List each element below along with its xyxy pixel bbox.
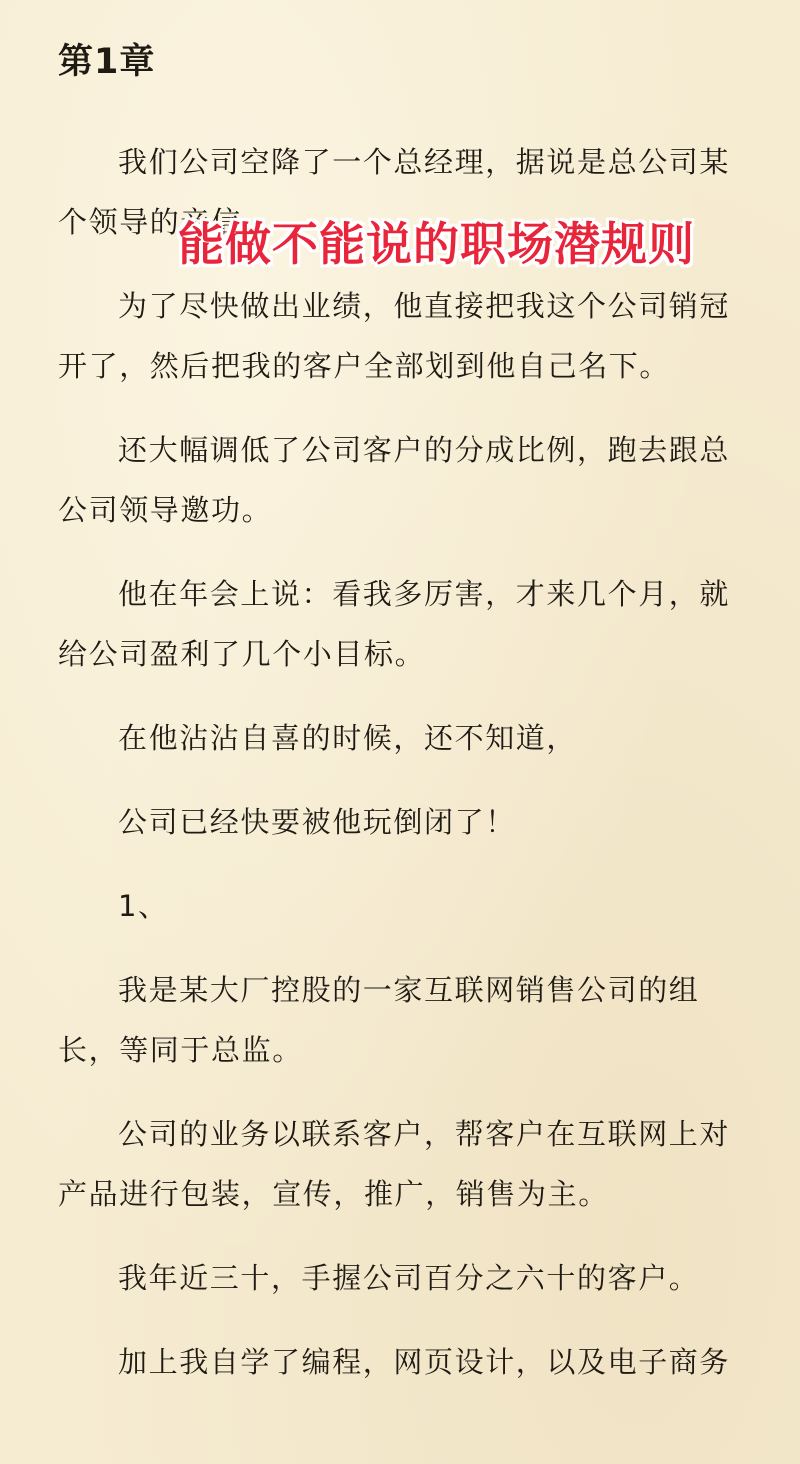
overlay-headline: 能做不能说的职场潜规则 bbox=[178, 217, 695, 271]
paragraph: 我年近三十，手握公司百分之六十的客户。 bbox=[118, 1261, 700, 1295]
paragraph: 为了尽快做出业绩，他直接把我这个公司销冠开了，然后把我的客户全部划到他自己名下。 bbox=[58, 289, 731, 383]
chapter-body bbox=[58, 132, 742, 1392]
paragraph: 在他沾沾自喜的时候，还不知道， bbox=[118, 721, 578, 755]
paragraph: 我们公司空降了一个总经理，据说是总公司某个领导的亲信。 bbox=[58, 145, 731, 239]
paragraph: 还大幅调低了公司客户的分成比例，跑去跟总公司领导邀功。 bbox=[58, 433, 731, 527]
paragraph: 公司的业务以联系客户，帮客户在互联网上对产品进行包装，宣传，推广，销售为主。 bbox=[58, 1117, 731, 1211]
paragraph: 1、 bbox=[118, 889, 169, 923]
paragraph: 加上我自学了编程，网页设计，以及电子商务 bbox=[118, 1345, 731, 1379]
paragraph: 他在年会上说：看我多厉害，才来几个月，就给公司盈利了几个小目标。 bbox=[58, 577, 731, 671]
paragraph: 我是某大厂控股的一家互联网销售公司的组长，等同于总监。 bbox=[58, 973, 700, 1067]
chapter-title: 第1章 bbox=[58, 42, 156, 82]
paragraph: 公司已经快要被他玩倒闭了！ bbox=[118, 805, 516, 839]
